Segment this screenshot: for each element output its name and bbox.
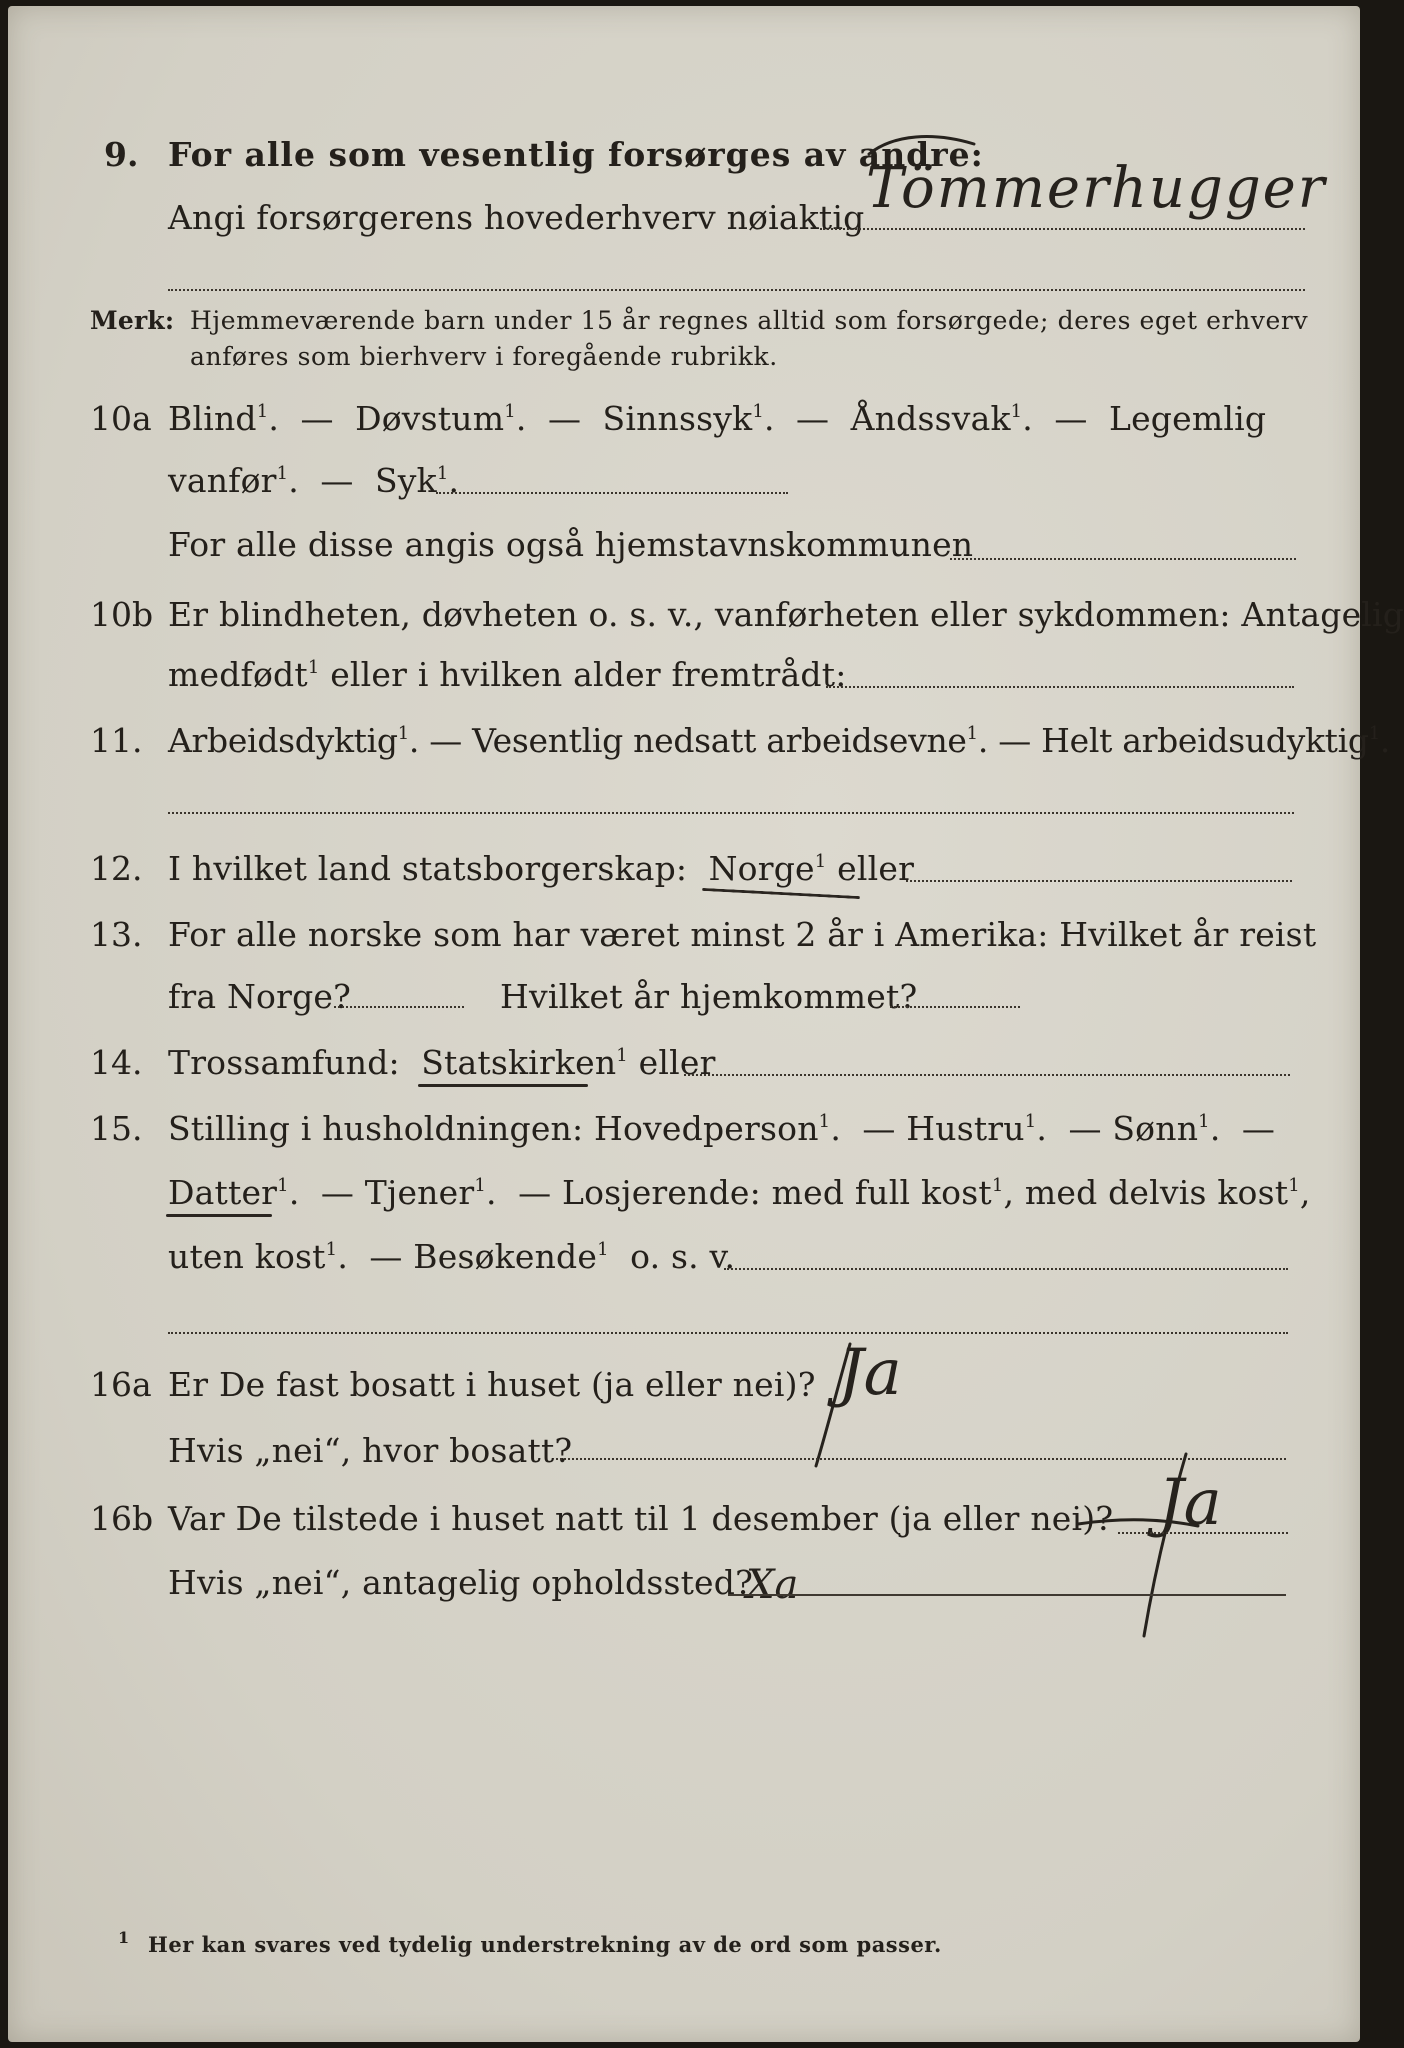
q11-line: Arbeidsdyktig$^1$. — Vesentlig nedsatt arbeidsevne$^1$. — Helt arbeidsudyktig$^1$.: [168, 721, 1391, 760]
footnote-text: Her kan svares ved tydelig understrekning av de ord som passer.: [148, 1932, 942, 1957]
q16a-line-2: Hvis „nei“, hvor bosatt?: [168, 1431, 573, 1470]
vanfor-option: vanfør: [168, 461, 277, 500]
q9-crossbar-stroke: [864, 124, 984, 174]
q13-hjemkommet: Hvilket år hjemkommet?: [500, 977, 918, 1016]
q10a-number: 10a: [90, 399, 152, 438]
q16b-ja-descender-stroke: [1068, 1446, 1208, 1646]
q13-number: 13.: [90, 915, 143, 954]
statskirken-underline-mark: [418, 1084, 588, 1087]
q9-answer-handwriting: Tömmerhugger: [866, 156, 1327, 221]
q11-answer-line: [168, 812, 1294, 814]
q13-line-1: For alle norske som har været minst 2 år i Amerika: Hvilket år reist: [168, 915, 1317, 954]
arbeidsdyktig-option: Arbeidsdyktig: [168, 721, 398, 760]
q9-title: For alle som vesentlig forsørges av andre:: [168, 135, 984, 174]
sinnssyk-option: Sinnssyk: [602, 399, 753, 438]
norge-option: Norge: [708, 849, 815, 888]
medfodt-option: medfødt: [168, 655, 308, 694]
q16a-line-1: Er De fast bosatt i huset (ja eller nei)?: [168, 1365, 816, 1404]
q12-number: 12.: [90, 849, 143, 888]
q16b-opholdssted-line: [728, 1594, 1286, 1596]
legemlig-option: Legemlig: [1108, 399, 1267, 438]
q14-line: Trossamfund: Statskirken$^1$ eller: [168, 1043, 716, 1082]
datter-underline-mark: [166, 1214, 272, 1217]
q16b-number: 16b: [90, 1499, 154, 1538]
q16a-number: 16a: [90, 1365, 152, 1404]
footnote-mark: 1: [118, 1928, 130, 1947]
q15-second-line: [168, 1332, 1288, 1334]
q12-answer-line: [906, 880, 1292, 882]
q15-number: 15.: [90, 1109, 143, 1148]
note-line-2: anføres som bierhverv i foregående rubrikk.: [190, 342, 778, 371]
q15-line-1: Stilling i husholdningen: Hovedperson$^1$. — Hustru$^1$. — Sønn$^1$. —: [168, 1109, 1276, 1148]
census-form-page: [8, 6, 1404, 2042]
q14-answer-line: [684, 1074, 1290, 1076]
q10a-line-2: vanfør$^1$. — Syk$^1$.: [168, 461, 460, 500]
q9-number: 9.: [104, 135, 139, 174]
q10a-line-1: Blind$^1$. — Døvstum$^1$. — Sinnssyk$^1$. — Åndssvak$^1$. — Legemlig: [168, 399, 1267, 438]
q12-line: I hvilket land statsborgerskap: Norge$^1$ eller: [168, 849, 915, 888]
q15-answer-line: [724, 1268, 1288, 1270]
q10a-syk-line: [436, 492, 788, 494]
q16b-ja-line: [1118, 1532, 1288, 1534]
q16a-ja-descender-stroke: [798, 1336, 878, 1476]
note-label: Merk:: [90, 306, 175, 335]
q13-hjemkommet-line: [890, 1006, 1020, 1008]
q10a-hjemstavn-line: [950, 558, 1296, 560]
q16a-answer-handwriting: Ja: [838, 1336, 902, 1410]
norge-underline-mark: [702, 888, 860, 899]
q16b-line-2: Hvis „nei“, antagelig opholdssted?: [168, 1563, 753, 1602]
q11-number: 11.: [90, 721, 143, 760]
datter-option: Datter: [168, 1173, 278, 1212]
q10b-answer-line: [826, 686, 1294, 688]
q14-number: 14.: [90, 1043, 143, 1082]
q15-line-3: uten kost$^1$. — Besøkende$^1$ o. s. v.: [168, 1237, 736, 1276]
statskirken-option: Statskirken: [421, 1043, 617, 1082]
q10b-line-2: medfødt$^1$ eller i hvilken alder fremtrådt:: [168, 655, 847, 694]
q13-reist-line: [334, 1006, 464, 1008]
q9-second-line: [168, 289, 1305, 291]
q10b-number: 10b: [90, 595, 154, 634]
q9-answer-line: [820, 228, 1305, 230]
syk-option: Syk: [374, 461, 437, 500]
q10b-line-1: Er blindheten, døvheten o. s. v., vanførheten eller sykdommen: Antagelig: [168, 595, 1404, 634]
q16b-opholdssted-handwriting: Xa: [746, 1562, 799, 1608]
q13-fra-norge: fra Norge?: [168, 977, 352, 1016]
blind-option: Blind: [168, 399, 257, 438]
q16b-answer-handwriting: Ja: [1158, 1466, 1222, 1540]
q16b-line-1: Var De tilstede i huset natt til 1 desember (ja eller nei)?: [168, 1499, 1114, 1538]
andssvak-option: Åndssvak: [850, 399, 1011, 438]
dovstum-option: Døvstum: [355, 399, 505, 438]
q9-prompt: Angi forsørgerens hovederhverv nøiaktig: [168, 198, 865, 237]
q15-line-2: Datter$^1$. — Tjener$^1$. — Losjerende: med full kost$^1$, med delvis kost$^1$,: [168, 1173, 1311, 1212]
udyktig-option: — Helt arbeidsudyktig: [998, 721, 1369, 760]
nedsatt-option: — Vesentlig nedsatt arbeidsevne: [429, 721, 967, 760]
note-line-1: Hjemmeværende barn under 15 år regnes alltid som forsørgede; deres eget erhverv: [190, 306, 1309, 335]
q10a-line-3: For alle disse angis også hjemstavnskommunen: [168, 525, 974, 564]
